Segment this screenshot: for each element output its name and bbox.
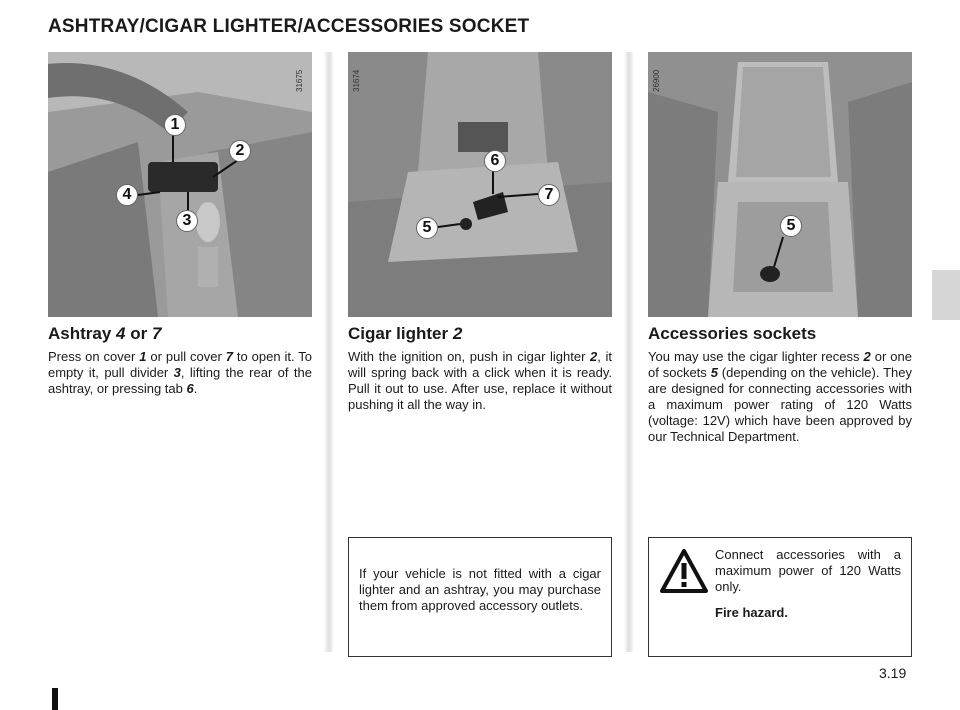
ashtray-heading: Ashtray 4 or 7 (48, 324, 162, 343)
callout-1: 1 (164, 114, 186, 136)
figure-ref: 31674 (352, 69, 361, 92)
accessories-sockets-body: You may use the cigar lighter recess 2 or one of sockets 5 (depending on the vehicle). They are designed for connecting accessories with a maximum power rating of 120 Watts (voltage: 12V) which have been approved by our Technical Department. (648, 349, 912, 444)
margin-marker (52, 688, 58, 710)
warning-text: Connect accessories with a maximum power of 120 Watts only. (715, 547, 901, 594)
warning-triangle-icon (659, 548, 709, 594)
figure-ref: 26900 (652, 69, 661, 92)
ref-number: 6 (186, 381, 194, 396)
callout-2: 2 (229, 140, 251, 162)
ref-number: 7 (225, 349, 233, 364)
ref-number: 5 (710, 365, 718, 380)
ref-number: 3 (173, 365, 181, 380)
cigar-lighter-heading: Cigar lighter 2 (348, 324, 463, 343)
warning-box (648, 537, 912, 657)
callout-6: 6 (484, 150, 506, 172)
figure-ref: 31675 (295, 69, 304, 92)
cigar-lighter-note: If your vehicle is not fitted with a cigar lighter and an ashtray, you may purchase them from approved accessory outlets. (359, 566, 601, 613)
accessories-socket-photo (648, 52, 912, 317)
ashtray-photo (48, 52, 312, 317)
chapter-tab (932, 270, 960, 320)
warning-emphasis: Fire hazard. (715, 605, 788, 620)
ref-number: 2 (863, 349, 871, 364)
callout-5: 5 (416, 217, 438, 239)
ref-number: 1 (139, 349, 147, 364)
callout-7: 7 (538, 184, 560, 206)
column-separator (324, 52, 334, 652)
page-title: ASHTRAY/CIGAR LIGHTER/ACCESSORIES SOCKET (48, 16, 530, 37)
cigar-lighter-note-box (348, 537, 612, 657)
ashtray-body: Press on cover 1 or pull cover 7 to open it. To empty it, pull divider 3, lifting the rear of the ashtray, or pressing tab 6. (48, 349, 312, 396)
column-separator (624, 52, 634, 652)
callout-5: 5 (780, 215, 802, 237)
callout-4: 4 (116, 184, 138, 206)
cigar-lighter-photo (348, 52, 612, 317)
accessories-sockets-heading: Accessories sockets (648, 324, 817, 343)
callout-3: 3 (176, 210, 198, 232)
ref-number: 2 (590, 349, 598, 364)
cigar-lighter-body: With the ignition on, push in cigar lighter 2, it will spring back with a click when it is ready. Pull it out to use. After use, replace it without pushing it all the way in. (348, 349, 612, 412)
page-number: 3.19 (879, 665, 907, 681)
